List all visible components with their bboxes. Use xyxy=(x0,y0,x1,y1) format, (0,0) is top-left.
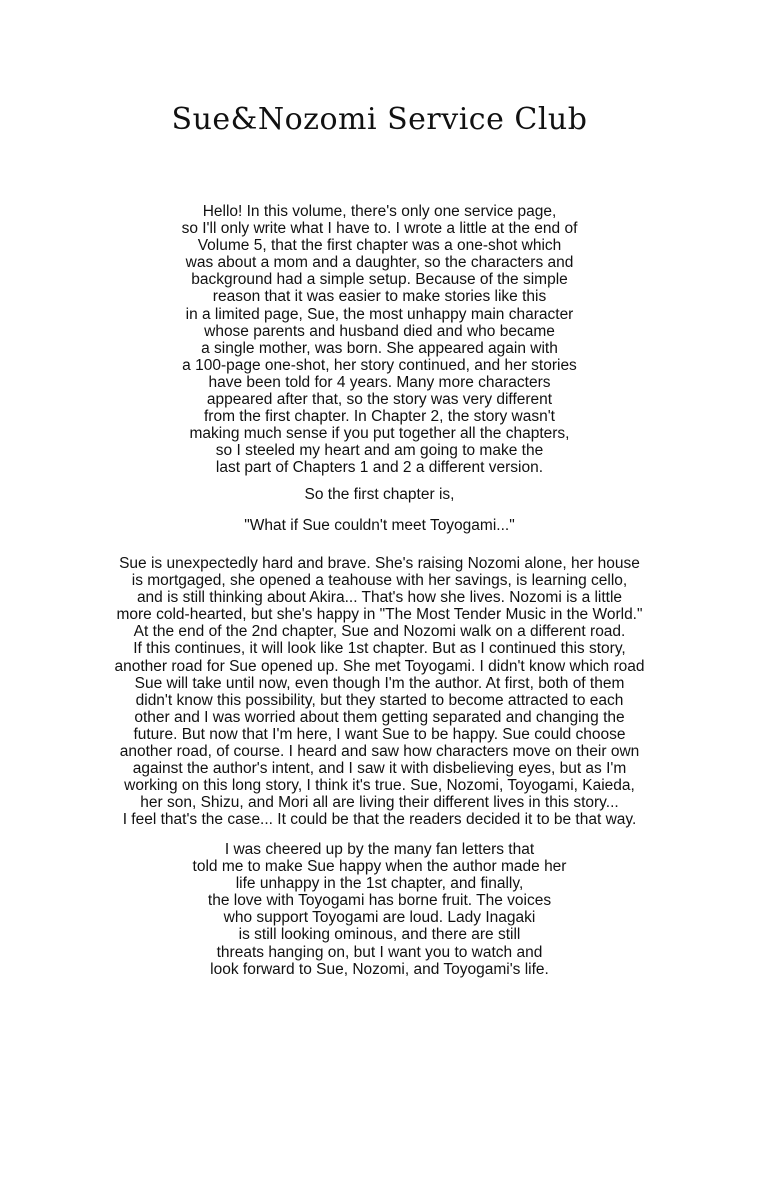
text-line: is mortgaged, she opened a teahouse with her savings, is learning cello, xyxy=(131,572,628,590)
text-line: Volume 5, that the first chapter was a one-shot which xyxy=(197,237,562,255)
paragraph-story xyxy=(0,555,759,829)
text-line: look forward to Sue, Nozomi, and Toyogami's life. xyxy=(210,960,549,978)
paragraph-first-chapter xyxy=(0,486,759,503)
text-line: Sue is unexpectedly hard and brave. She's raising Nozomi alone, her house xyxy=(119,555,640,572)
text-line: more cold-hearted, but she's happy in "The Most Tender Music in the World." xyxy=(116,606,643,624)
text-line: threats hanging on, but I want you to watch and xyxy=(216,943,543,961)
text-line: the love with Toyogami has borne fruit. The voices xyxy=(207,892,552,910)
text-line: so I steeled my heart and am going to make the xyxy=(215,442,544,460)
text-line: in a limited page, Sue, the most unhappy main character xyxy=(185,305,574,323)
text-line: and is still thinking about Akira... That's how she lives. Nozomi is a little xyxy=(136,589,623,607)
text-line: "What if Sue couldn't meet Toyogami..." xyxy=(244,517,515,534)
text-line: So the first chapter is, xyxy=(304,486,455,503)
text-line: making much sense if you put together all the chapters, xyxy=(189,425,570,443)
text-line: against the author's intent, and I saw it with disbelieving eyes, but as I'm xyxy=(132,760,627,778)
text-line: is still looking ominous, and there are still xyxy=(238,926,521,944)
text-line: Hello! In this volume, there's only one service page, xyxy=(202,203,557,220)
paragraph-intro xyxy=(0,203,759,477)
text-line: so I'll only write what I have to. I wrote a little at the end of xyxy=(181,220,578,238)
text-line: her son, Shizu, and Mori all are living their different lives in this story... xyxy=(140,794,619,812)
text-line: future. But now that I'm here, I want Sue to be happy. Sue could choose xyxy=(133,725,626,743)
text-line: Sue will take until now, even though I'm the author. At first, both of them xyxy=(134,674,625,692)
text-line: another road for Sue opened up. She met Toyogami. I didn't know which road xyxy=(114,657,645,675)
text-line: last part of Chapters 1 and 2 a different version. xyxy=(215,459,544,477)
text-line: appeared after that, so the story was very different xyxy=(206,391,553,409)
text-line: who support Toyogami are loud. Lady Inagaki xyxy=(223,909,536,927)
text-line: from the first chapter. In Chapter 2, the story wasn't xyxy=(203,408,555,426)
text-line: I was cheered up by the many fan letters that xyxy=(224,841,535,858)
text-line: life unhappy in the 1st chapter, and finally, xyxy=(235,875,524,893)
text-line: working on this long story, I think it's true. Sue, Nozomi, Toyogami, Kaieda, xyxy=(124,777,635,795)
text-line: At the end of the 2nd chapter, Sue and Nozomi walk on a different road. xyxy=(133,623,626,641)
text-line: If this continues, it will look like 1st chapter. But as I continued this story, xyxy=(133,640,626,658)
text-line: a single mother, was born. She appeared again with xyxy=(201,339,558,357)
text-line: have been told for 4 years. Many more characters xyxy=(208,373,551,391)
text-line: told me to make Sue happy when the author made her xyxy=(192,858,567,876)
text-line: other and I was worried about them getting separated and changing the xyxy=(134,708,625,726)
text-line: whose parents and husband died and who became xyxy=(204,322,555,340)
text-line: I feel that's the case... It could be that the readers decided it to be that way. xyxy=(122,811,637,829)
paragraph-quote xyxy=(0,517,759,534)
text-line: background had a simple setup. Because of the simple xyxy=(191,271,568,289)
text-line: a 100-page one-shot, her story continued, and her stories xyxy=(182,356,577,374)
text-line: was about a mom and a daughter, so the characters and xyxy=(185,254,574,272)
page-title: Sue&Nozomi Service Club xyxy=(171,102,588,137)
text-line: another road, of course. I heard and saw how characters move on their own xyxy=(119,743,640,761)
paragraph-closing xyxy=(0,841,759,978)
text-line: didn't know this possibility, but they started to become attracted to each xyxy=(135,691,624,709)
text-line: reason that it was easier to make stories like this xyxy=(212,288,547,306)
